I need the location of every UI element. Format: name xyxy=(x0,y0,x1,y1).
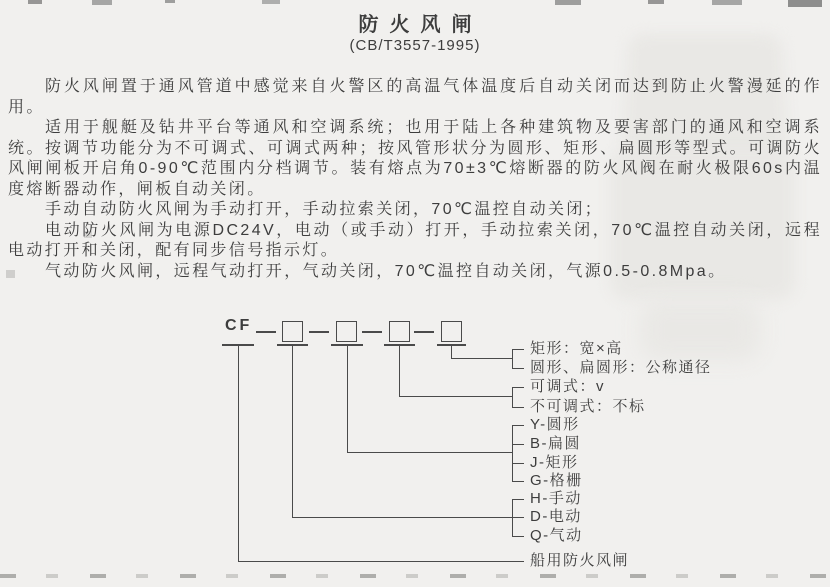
diagram-line xyxy=(512,536,524,537)
legend-shape-round: Y-圆形 xyxy=(530,416,580,433)
diagram-line xyxy=(347,452,512,453)
paragraph-overview: 防火风闸置于通风管道中感觉来自火警区的高温气体温度后自动关闭而达到防止火警漫延的作用。 xyxy=(8,78,822,116)
page-title: 防火风闸 xyxy=(358,14,483,36)
legend-drive-pneumatic: Q-气动 xyxy=(530,527,583,544)
legend-drive-manual: H-手动 xyxy=(530,490,582,507)
dash-separator xyxy=(256,331,276,333)
legend-round-size: 圆形、扁圆形：公称通径 xyxy=(530,359,712,376)
diagram-line xyxy=(238,345,239,561)
diagram-line xyxy=(512,481,524,482)
standard-number: (CB/T3557-1995) xyxy=(349,37,481,54)
diagram-line xyxy=(512,425,513,482)
legend-product-name: 船用防火风闸 xyxy=(530,552,630,569)
model-code-box-3 xyxy=(389,321,410,342)
diagram-line xyxy=(512,517,524,518)
paragraph-electric-type: 电动防火风闸为电源DC24V，电动（或手动）打开，手动拉索关闭，70℃温控自动关闭，远程电动打开和关闭，配有同步信号指示灯。 xyxy=(8,221,822,259)
dash-separator xyxy=(414,331,434,333)
paragraph-application: 适用于舰艇及钻井平台等通风和空调系统；也用于陆上各种建筑物及要害部门的通风和空调系统。按调节功能分为不可调式、可调式两种；按风管形状分为圆形、矩形、扁圆形等型式。可调防火风闸闸板开启角0-90℃范围内分档调节。装有熔点为70±3℃熔断器的防火风阀在耐火极限60s内温度熔断器动作，闸板自动关闭。 xyxy=(8,119,822,198)
diagram-line xyxy=(512,349,513,369)
diagram-line xyxy=(399,396,512,397)
diagram-line xyxy=(347,345,348,452)
legend-adjustable: 可调式：v xyxy=(530,378,606,395)
paragraph-pneumatic-type: 气动防火风闸，远程气动打开，气动关闭，70℃温控自动关闭，气源0.5-0.8Mpa。 xyxy=(45,262,727,280)
diagram-line xyxy=(399,345,400,396)
legend-shape-oval: B-扁圆 xyxy=(530,435,582,452)
diagram-line xyxy=(512,368,524,369)
diagram-line xyxy=(512,387,513,408)
diagram-line xyxy=(512,499,524,500)
diagram-line xyxy=(292,345,293,517)
diagram-line xyxy=(512,463,524,464)
legend-rect-size: 矩形：宽×高 xyxy=(530,340,623,357)
legend-non-adjustable: 不可调式：不标 xyxy=(530,398,646,415)
paragraph-manual-type: 手动自动防火风闸为手动打开，手动拉索关闭，70℃温控自动关闭； xyxy=(45,201,604,218)
model-code-box-2 xyxy=(336,321,357,342)
diagram-line xyxy=(451,345,452,358)
diagram-line xyxy=(238,561,524,562)
diagram-line xyxy=(512,349,524,350)
diagram-line xyxy=(512,407,524,408)
model-prefix: CF xyxy=(225,317,253,334)
diagram-line xyxy=(512,387,524,388)
diagram-line xyxy=(512,499,513,537)
dash-separator xyxy=(309,331,329,333)
model-code-box-4 xyxy=(441,321,462,342)
diagram-line xyxy=(512,425,524,426)
legend-drive-electric: D-电动 xyxy=(530,508,582,525)
legend-shape-grille: G-格栅 xyxy=(530,472,583,489)
legend-shape-rect: J-矩形 xyxy=(530,454,579,471)
dash-separator xyxy=(362,331,382,333)
model-code-box-1 xyxy=(282,321,303,342)
diagram-line xyxy=(512,444,524,445)
diagram-line xyxy=(451,358,512,359)
diagram-line xyxy=(292,517,512,518)
